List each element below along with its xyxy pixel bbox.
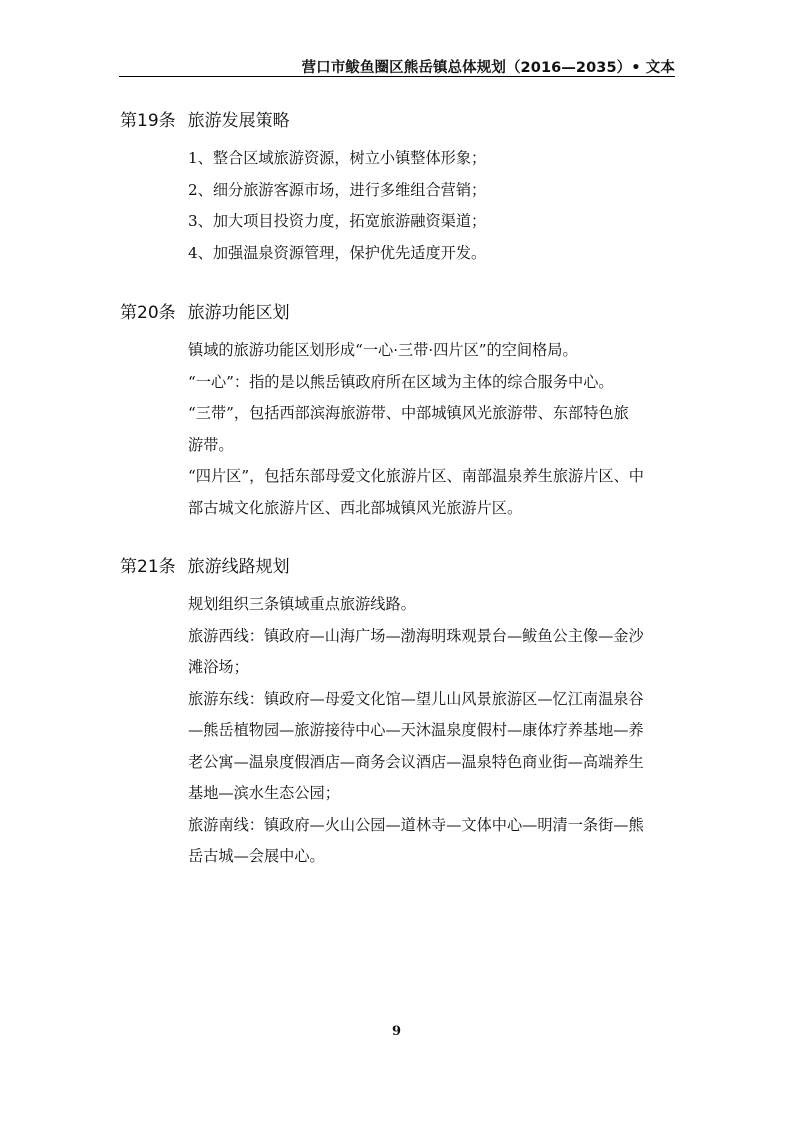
paragraph-line: “一心”：指的是以熊岳镇政府所在区域为主体的综合服务中心。 [188, 372, 614, 391]
running-header-title: 营口市鲅鱼圈区熊岳镇总体规划（2016—2035）• 文本 [301, 60, 675, 76]
paragraph-line: —熊岳植物园—旅游接待中心—天沐温泉度假村—康体疗养基地—养 [188, 721, 644, 739]
section-heading-21 [120, 552, 290, 577]
list-item: 4、加强温泉资源管理，保护优先适度开发。 [188, 243, 487, 262]
section-body-20 [188, 335, 674, 524]
header-divider [119, 76, 675, 77]
section-title: 旅游发展策略 [187, 111, 290, 131]
section-body-21 [188, 589, 674, 873]
list-item: 2、细分旅游客源市场，进行多维组合营销； [188, 180, 487, 199]
paragraph-line: “四片区”，包括东部母爱文化旅游片区、南部温泉养生旅游片区、中 [188, 467, 644, 485]
list-item: 3、加大项目投资力度，拓宽旅游融资渠道； [188, 212, 487, 230]
paragraph-line: “三带”，包括西部滨海旅游带、中部城镇风光旅游带、东部特色旅 [188, 404, 629, 422]
paragraph-line: 老公寓—温泉度假酒店—商务会议酒店—温泉特色商业街—高端养生 [188, 752, 644, 771]
section-title: 旅游线路规划 [187, 557, 290, 577]
paragraph-line: 滩浴场； [188, 658, 249, 676]
paragraph-line: 部古城文化旅游片区、西北部城镇风光旅游片区。 [188, 498, 523, 517]
page-number: 9 [391, 1024, 402, 1039]
section-number: 第21条 [120, 557, 176, 577]
section-title: 旅游功能区划 [187, 303, 290, 323]
section-number: 第19条 [120, 111, 176, 131]
section-heading-19 [120, 106, 290, 131]
section-heading-20 [120, 298, 290, 323]
paragraph-line: 旅游西线：镇政府—山海广场—渤海明珠观景台—鲅鱼公主像—金沙 [188, 626, 644, 645]
paragraph-line: 规划组织三条镇域重点旅游线路。 [188, 595, 416, 613]
paragraph-line: 镇域的旅游功能区划形成“一心·三带·四片区”的空间格局。 [188, 341, 578, 359]
section-body-19 [188, 143, 674, 269]
section-number: 第20条 [120, 303, 176, 323]
paragraph-line: 旅游南线：镇政府—火山公园—道林寺—文体中心—明清一条街—熊 [188, 815, 644, 834]
list-item: 1、整合区域旅游资源，树立小镇整体形象； [188, 149, 487, 167]
paragraph-line: 旅游东线：镇政府—母爱文化馆—望儿山风景旅游区—忆江南温泉谷 [188, 689, 644, 708]
paragraph-line: 岳古城—会展中心。 [188, 847, 325, 865]
paragraph-line: 游带。 [188, 435, 234, 454]
paragraph-line: 基地—滨水生态公园； [188, 784, 340, 802]
